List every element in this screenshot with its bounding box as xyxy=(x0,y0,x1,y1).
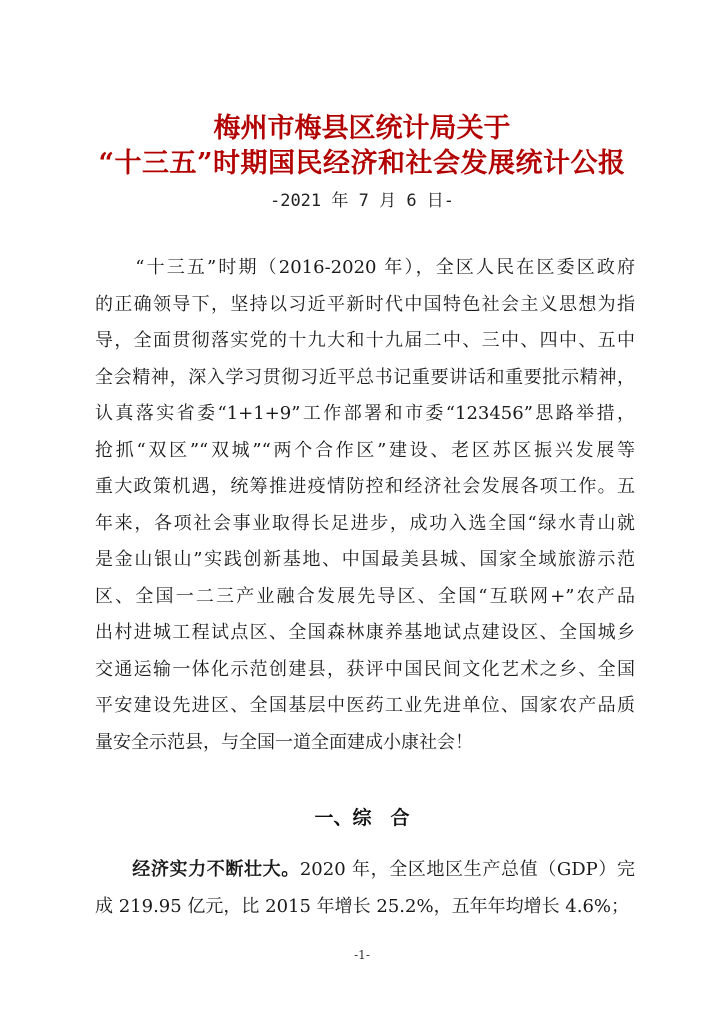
intro-line: 是金山银山”实践创新基地、中国最美县城、国家全域旅游示范 xyxy=(95,549,635,570)
intro-line: 抢抓“双区”“双城”“两个合作区”建设、老区苏区振兴发展等 xyxy=(95,439,635,461)
report-title-line-2: “十三五”时期国民经济和社会发展统计公报 xyxy=(98,148,626,179)
intro-line: 全会精神，深入学习贯彻习近平总书记重要讲话和重要批示精神， xyxy=(95,366,635,388)
report-date: -2021 年 7 月 6 日- xyxy=(269,191,455,211)
intro-line: “十三五”时期（2016-2020 年），全区人民在区委区政府 xyxy=(95,257,635,278)
intro-line: 平安建设先进区、全国基层中医药工业先进单位、国家农产品质 xyxy=(95,695,635,716)
section1-line-1 xyxy=(95,852,635,889)
section-heading-overview: 一、综 合 xyxy=(314,807,410,829)
intro-line: 量安全示范县，与全国一道全面建成小康社会！ xyxy=(95,731,473,753)
section1-line-1-text: 2020 年，全区地区生产总值（GDP）完 xyxy=(299,859,635,880)
page-number: -1- xyxy=(354,948,370,962)
intro-line: 认真落实省委“1+1+9”工作部署和市委“123456”思路举措， xyxy=(95,403,635,424)
intro-line: 年来，各项社会事业取得长足进步，成功入选全国“绿水青山就 xyxy=(95,512,635,534)
intro-paragraph xyxy=(95,250,635,761)
intro-line: 的正确领导下，坚持以习近平新时代中国特色社会主义思想为指 xyxy=(95,293,635,315)
intro-line: 区、全国一二三产业融合发展先导区、全国“互联网+”农产品 xyxy=(95,585,635,607)
intro-line: 交通运输一体化示范创建县，获评中国民间文化艺术之乡、全国 xyxy=(95,658,635,680)
report-title-line-1: 梅州市梅县区统计局关于 xyxy=(213,113,511,144)
section1-lead: 经济实力不断壮大。 xyxy=(132,859,300,880)
section1-line-2: 成 219.95 亿元，比 2015 年增长 25.2%，五年年均增长 4.6%； xyxy=(95,895,630,917)
intro-line: 出村进城工程试点区、全国森林康养基地试点建设区、全国城乡 xyxy=(95,622,635,643)
intro-line: 重大政策机遇，统筹推进疫情防控和经济社会发展各项工作。五 xyxy=(95,476,635,497)
intro-line: 导，全面贯彻落实党的十九大和十九届二中、三中、四中、五中 xyxy=(95,330,635,351)
section1-paragraph xyxy=(95,852,635,925)
